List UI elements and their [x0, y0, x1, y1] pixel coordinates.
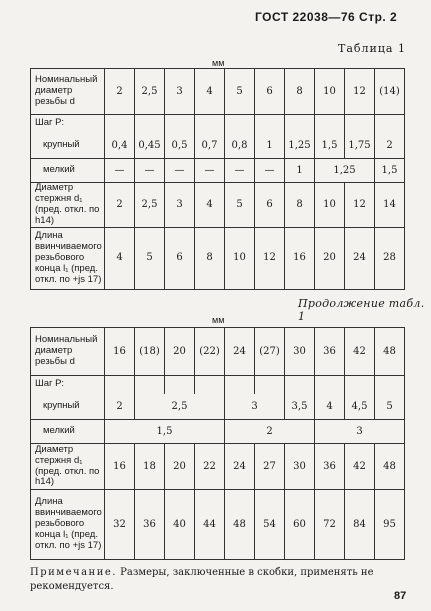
table1-row-fine — [31, 159, 405, 183]
row-label: Шаг P: — [31, 115, 105, 133]
table2-row-thread-length — [31, 490, 405, 560]
cell: 5 — [375, 394, 405, 420]
cell: 8 — [285, 183, 315, 228]
cell: 1,25 — [285, 133, 315, 159]
cell: 3 — [165, 69, 195, 115]
cell: 4 — [105, 227, 135, 289]
row-label: Длина ввинчиваемого резьбового конца l₁ (пред. откл. по +js 17) — [31, 227, 105, 289]
cell: 36 — [135, 490, 165, 560]
cell: 42 — [345, 444, 375, 490]
table2-row-coarse — [31, 394, 405, 420]
cell: (18) — [135, 328, 165, 376]
cell: 0,8 — [225, 133, 255, 159]
footnote-text: Размеры, заключенные в скобки, применять не рекомендуется. — [30, 567, 374, 592]
cell: 27 — [255, 444, 285, 490]
cell: 2 — [105, 394, 135, 420]
cell: 36 — [315, 328, 345, 376]
cell: 0,5 — [165, 133, 195, 159]
cell: 44 — [195, 490, 225, 560]
cell: 12 — [345, 69, 375, 115]
row-label: Шаг P: — [31, 376, 105, 394]
table2-row-pitch-heading — [31, 376, 405, 394]
table1-unit: мм — [212, 58, 225, 68]
cell: 8 — [195, 227, 225, 289]
cell: 10 — [315, 183, 345, 228]
cell: 20 — [315, 227, 345, 289]
cell: 60 — [285, 490, 315, 560]
cell: 12 — [345, 183, 375, 228]
cell: 95 — [375, 490, 405, 560]
cell: 2,5 — [135, 183, 165, 228]
row-label: Номинальный диаметр резьбы d — [31, 69, 105, 115]
cell: 1,5 — [375, 159, 405, 183]
cell: (22) — [195, 328, 225, 376]
cell: 1,5 — [315, 133, 345, 159]
footnote-lead: Примечание. — [30, 567, 117, 578]
cell: 28 — [375, 227, 405, 289]
cell: 36 — [315, 444, 345, 490]
cell: 54 — [255, 490, 285, 560]
row-label: Диаметр стержня d₁ (пред. откл. по h14) — [31, 183, 105, 228]
cell: 0,7 — [195, 133, 225, 159]
cell: 30 — [285, 444, 315, 490]
table1-row-coarse — [31, 133, 405, 159]
cell: 20 — [165, 328, 195, 376]
cell: 30 — [285, 328, 315, 376]
cell: 2,5 — [135, 69, 165, 115]
cell: 40 — [165, 490, 195, 560]
cell: 3 — [225, 394, 285, 420]
cell: 48 — [375, 444, 405, 490]
table2-caption: Продолжение табл. 1 — [298, 297, 425, 323]
cell: 3 — [165, 183, 195, 228]
cell: 14 — [375, 183, 405, 228]
row-label: Диаметр стержня d₁ (пред. откл. по h14) — [31, 444, 105, 490]
cell: 1 — [285, 159, 315, 183]
cell: 12 — [255, 227, 285, 289]
cell: 10 — [225, 227, 255, 289]
cell: — — [105, 159, 135, 183]
cell: 42 — [345, 328, 375, 376]
cell: 2 — [105, 69, 135, 115]
cell: 20 — [165, 444, 195, 490]
cell: — — [135, 159, 165, 183]
cell: 6 — [255, 69, 285, 115]
footnote — [30, 566, 406, 594]
row-label: Номинальный диаметр резьбы d — [31, 328, 105, 376]
table1-row-thread-length — [31, 227, 405, 289]
cell: 24 — [225, 328, 255, 376]
cell: — — [225, 159, 255, 183]
cell: 4 — [315, 394, 345, 420]
row-label: мелкий — [31, 159, 105, 183]
table2-row-nominal — [31, 328, 405, 376]
cell: (14) — [375, 69, 405, 115]
cell: 1,5 — [105, 420, 225, 444]
cell: 84 — [345, 490, 375, 560]
table-1-continued — [30, 327, 405, 560]
cell: 1,75 — [345, 133, 375, 159]
table2-row-rod-diameter — [31, 444, 405, 490]
cell: — — [195, 159, 225, 183]
row-label: Длина ввинчиваемого резьбового конца l₁ (пред. откл. по +js 17) — [31, 490, 105, 560]
cell: 3 — [315, 420, 405, 444]
cell: — — [255, 159, 285, 183]
cell: 4,5 — [345, 394, 375, 420]
cell: 5 — [225, 69, 255, 115]
cell: 2,5 — [135, 394, 225, 420]
cell: — — [165, 159, 195, 183]
page-header — [0, 10, 431, 26]
cell: 48 — [225, 490, 255, 560]
standard-designation: ГОСТ 22038—76 Стр. — [255, 10, 387, 24]
cell: 16 — [105, 328, 135, 376]
cell: 8 — [285, 69, 315, 115]
cell: 22 — [195, 444, 225, 490]
cell: 48 — [375, 328, 405, 376]
cell: 6 — [165, 227, 195, 289]
cell: (27) — [255, 328, 285, 376]
row-label: мелкий — [31, 420, 105, 444]
table-1 — [30, 68, 405, 290]
row-label: крупный — [31, 133, 105, 159]
table2-unit: мм — [212, 315, 225, 325]
cell: 16 — [105, 444, 135, 490]
cell: 3,5 — [285, 394, 315, 420]
page-number: 87 — [394, 590, 407, 602]
cell: 6 — [255, 183, 285, 228]
cell: 0,4 — [105, 133, 135, 159]
table1-row-nominal — [31, 69, 405, 115]
cell: 1 — [255, 133, 285, 159]
table1-row-pitch-heading — [31, 115, 405, 133]
cell: 1,25 — [315, 159, 375, 183]
table1-caption: Таблица 1 — [338, 42, 406, 55]
cell: 5 — [135, 227, 165, 289]
cell: 72 — [315, 490, 345, 560]
cell: 2 — [375, 133, 405, 159]
table2-row-fine — [31, 420, 405, 444]
table1-row-rod-diameter — [31, 183, 405, 228]
cell: 5 — [225, 183, 255, 228]
cell: 4 — [195, 183, 225, 228]
cell: 10 — [315, 69, 345, 115]
cell: 2 — [105, 183, 135, 228]
header-page-number: 2 — [390, 10, 397, 24]
row-label: крупный — [31, 394, 105, 420]
cell: 2 — [225, 420, 315, 444]
cell: 24 — [345, 227, 375, 289]
cell: 0,45 — [135, 133, 165, 159]
cell: 24 — [225, 444, 255, 490]
cell: 18 — [135, 444, 165, 490]
cell: 4 — [195, 69, 225, 115]
cell: 16 — [285, 227, 315, 289]
cell: 32 — [105, 490, 135, 560]
